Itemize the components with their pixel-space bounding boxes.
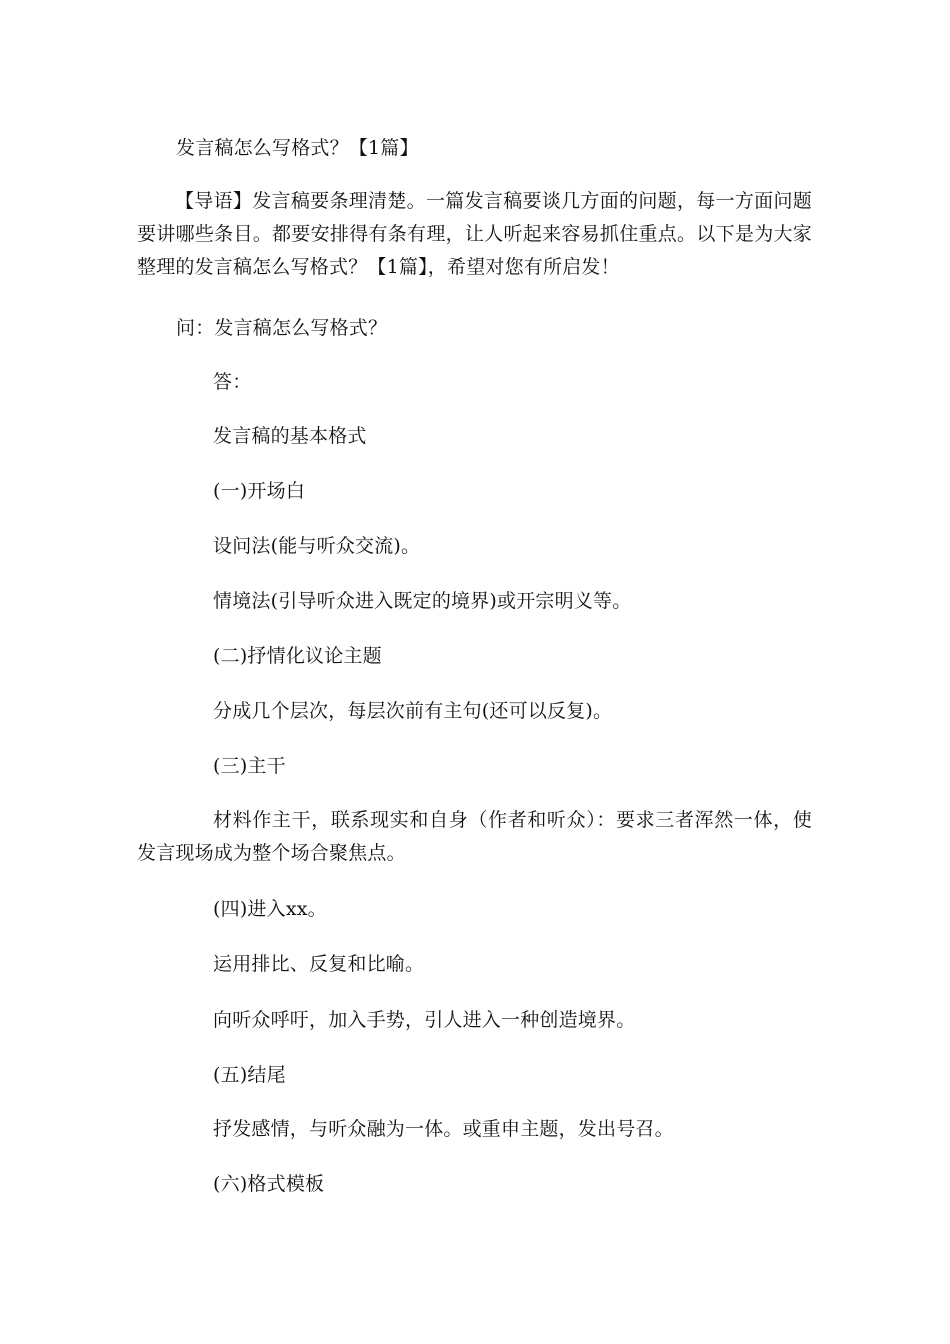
section-1-heading: (一)开场白 <box>213 480 306 502</box>
question-line: 问：发言稿怎么写格式？ <box>176 317 388 339</box>
section-5-paragraph-1: 抒发感情，与听众融为一体。或重申主题，发出号召。 <box>213 1118 674 1140</box>
section-2-paragraph-1: 分成几个层次，每层次前有主句(还可以反复)。 <box>213 700 613 722</box>
section-3-heading: (三)主干 <box>213 755 286 777</box>
intro-paragraph: 【导语】发言稿要条理清楚。一篇发言稿要谈几方面的问题，每一方面问题要讲哪些条目。都要安排得有条有理，让人听起来容易抓住重点。以下是为大家整理的发言稿怎么写格式？【1篇】，希望对您有所启发！ <box>137 190 812 278</box>
basic-format-heading: 发言稿的基本格式 <box>213 425 367 447</box>
section-4-paragraph-2: 向听众呼吁，加入手势，引人进入一种创造境界。 <box>213 1009 636 1031</box>
section-3-paragraph-1: 材料作主干，联系现实和自身（作者和听众）：要求三者浑然一体，使发言现场成为整个场合聚焦点。 <box>137 809 812 864</box>
section-1-paragraph-1: 设问法(能与听众交流)。 <box>213 535 421 557</box>
section-5-heading: (五)结尾 <box>213 1064 286 1086</box>
section-1-paragraph-2: 情境法(引导听众进入既定的境界)或开宗明义等。 <box>213 590 632 612</box>
section-2-heading: (二)抒情化议论主题 <box>213 645 382 667</box>
section-4-paragraph-1: 运用排比、反复和比喻。 <box>213 953 425 975</box>
answer-label: 答： <box>213 371 252 393</box>
document-title: 发言稿怎么写格式？【1篇】 <box>176 137 419 159</box>
section-4-heading: (四)进入xx。 <box>213 898 327 920</box>
section-6-heading: (六)格式模板 <box>213 1173 325 1195</box>
